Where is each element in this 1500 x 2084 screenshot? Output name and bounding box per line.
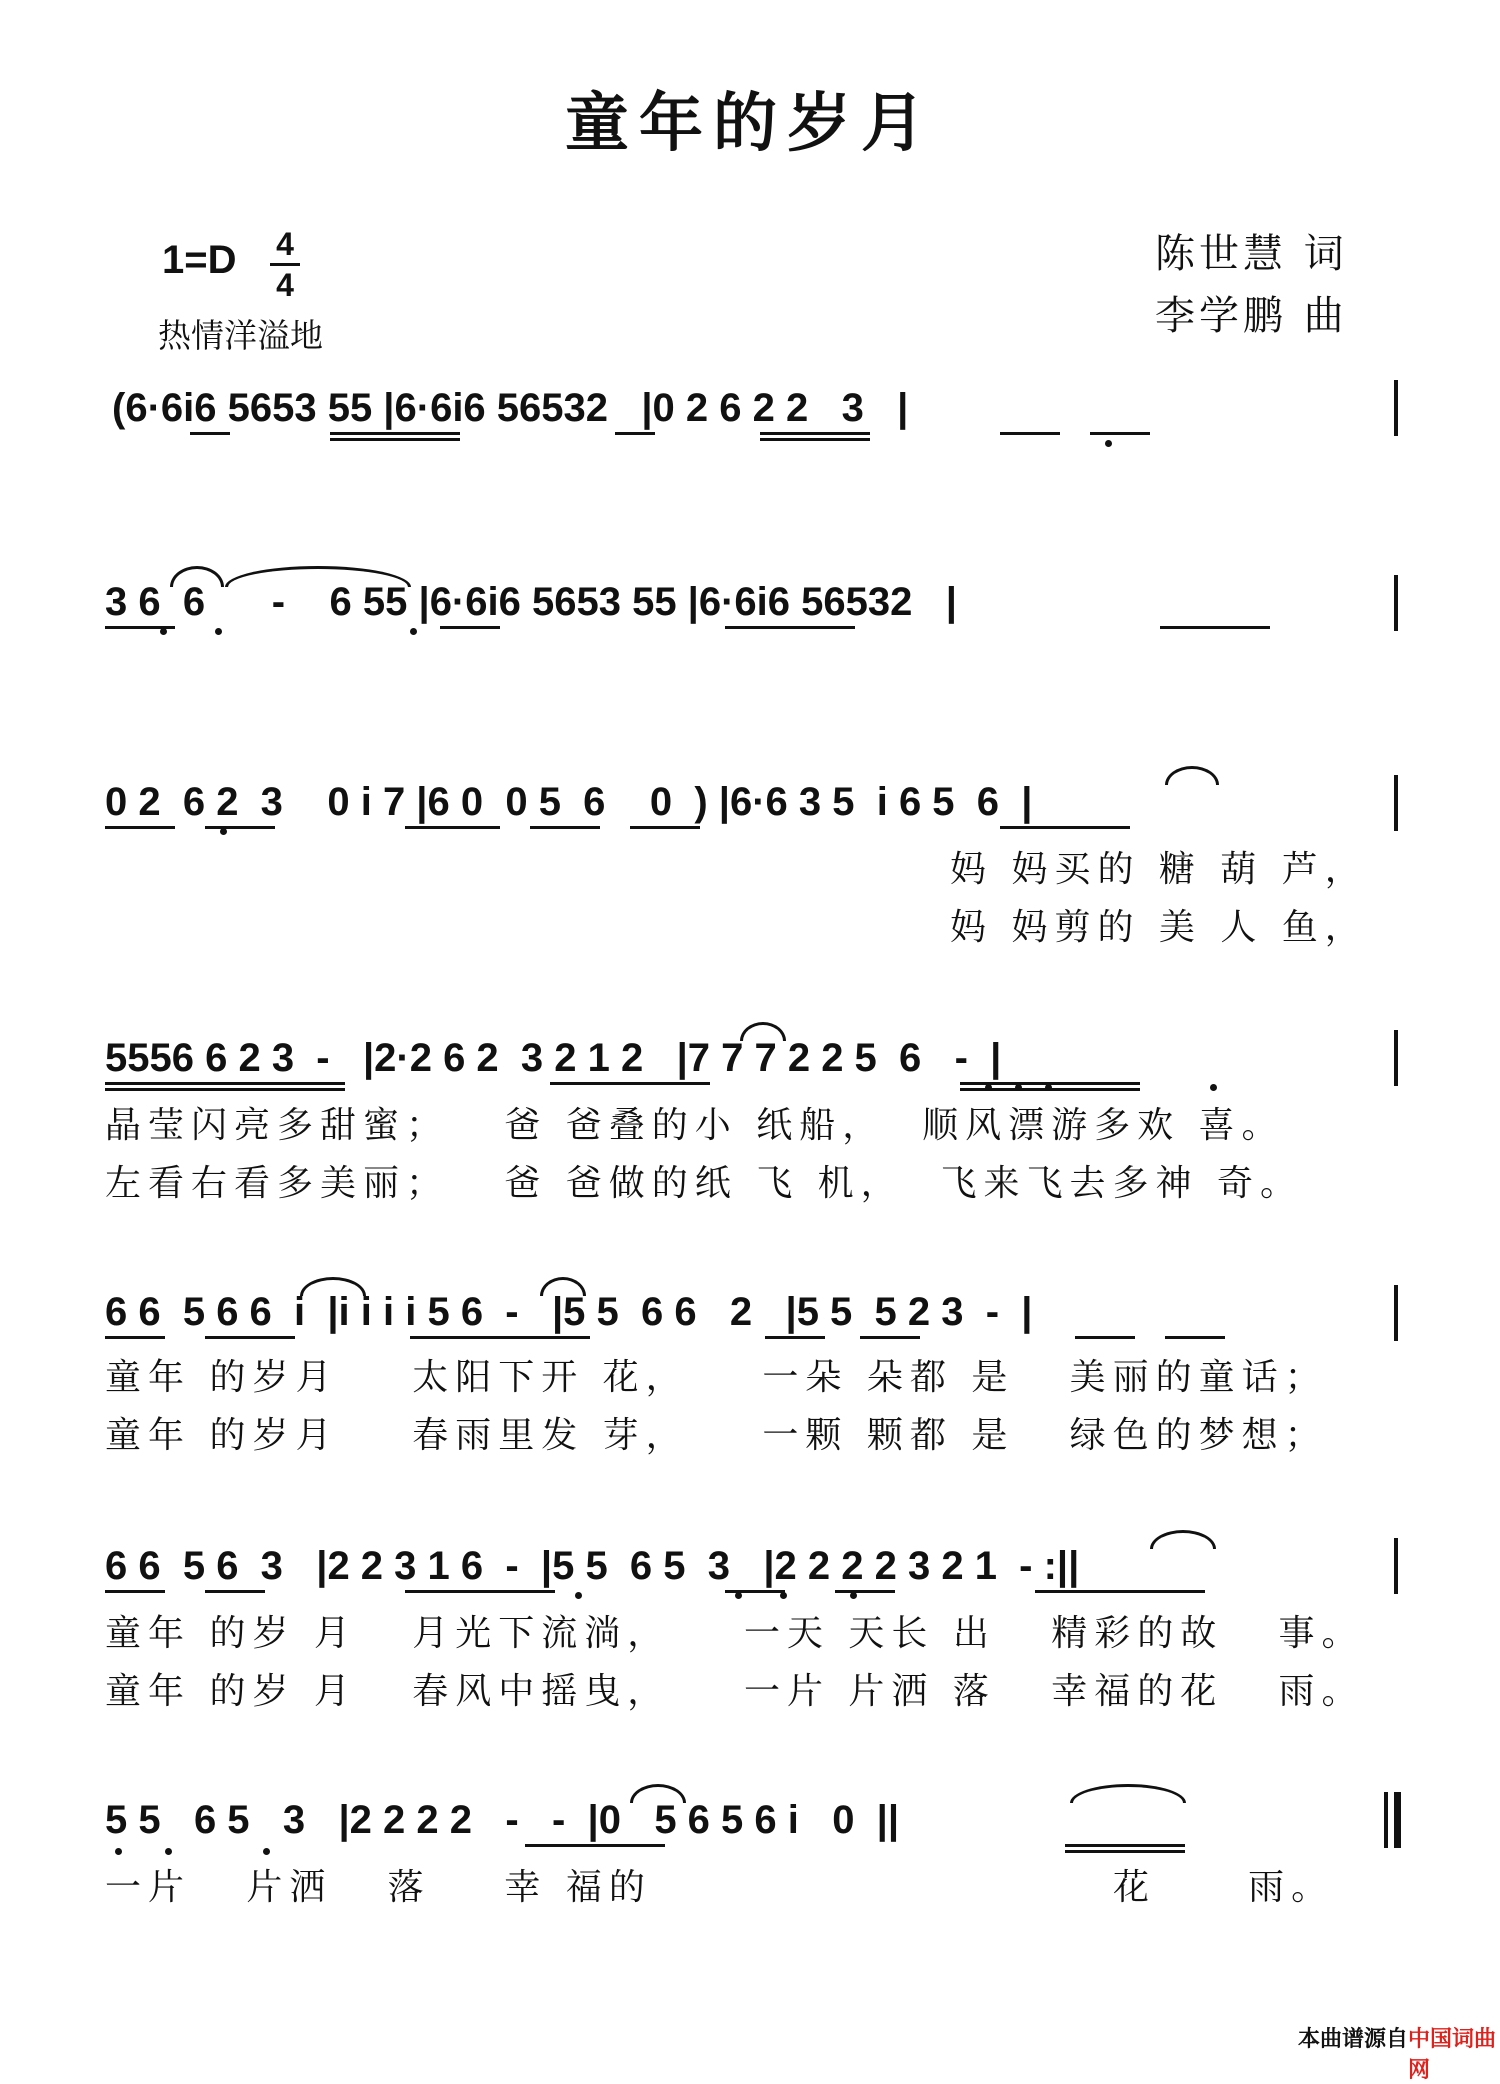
system-4-lyric-verse-2: 左看右看多美丽； 爸 爸做的纸 飞 机， 飞来飞去多神 奇。 xyxy=(105,1163,1303,1204)
song-title: 童年的岁月 xyxy=(565,86,935,161)
rhythm-underline xyxy=(1065,1850,1185,1853)
time-signature-top: 4 xyxy=(276,226,294,262)
rhythm-underline xyxy=(835,1590,895,1593)
rhythm-underline xyxy=(330,432,460,435)
rhythm-underline xyxy=(405,826,500,829)
rhythm-underline xyxy=(105,826,175,829)
rhythm-underline xyxy=(725,626,855,629)
rhythm-underline xyxy=(530,826,600,829)
tie-slur xyxy=(170,566,224,587)
rhythm-underline xyxy=(105,1082,345,1085)
tie-slur xyxy=(300,1277,366,1296)
system-4-lyric-verse-1: 晶莹闪亮多甜蜜； 爸 爸叠的小 纸船， 顺风漂游多欢 喜。 xyxy=(105,1105,1285,1146)
final-barline-thick xyxy=(1394,1792,1401,1848)
final-barline-thin xyxy=(1384,1792,1388,1848)
rhythm-underline xyxy=(1035,1590,1205,1593)
lower-octave-dot xyxy=(160,628,167,635)
end-barline xyxy=(1394,1538,1398,1594)
tie-slur xyxy=(740,1022,786,1041)
rhythm-underline xyxy=(205,826,275,829)
rhythm-underline xyxy=(1065,1844,1185,1847)
rhythm-underline xyxy=(1000,432,1060,435)
system-2-notes: 3 6 6 - 6 55 |6·6i6 5653 55 |6·6i6 56532 | xyxy=(105,580,957,624)
end-barline xyxy=(1394,380,1398,436)
rhythm-underline xyxy=(105,1088,345,1091)
end-barline xyxy=(1394,575,1398,631)
system-7-notes: 5 5 6 5 3 |2 2 2 2 - - |0 5 6 5 6 i 0 || xyxy=(105,1798,900,1842)
rhythm-underline xyxy=(760,438,870,441)
lower-octave-dot xyxy=(220,828,227,835)
lyricist-credit: 陈世慧 词 xyxy=(1155,231,1348,277)
rhythm-underline xyxy=(630,826,700,829)
lower-octave-dot xyxy=(263,1848,270,1855)
rhythm-underline xyxy=(1090,432,1150,435)
tie-slur xyxy=(1150,1530,1216,1549)
rhythm-underline xyxy=(550,1082,710,1085)
rhythm-underline xyxy=(410,1336,590,1339)
end-barline xyxy=(1394,775,1398,831)
tie-slur xyxy=(630,1784,686,1803)
system-5-lyric-verse-2: 童年 的岁月 春雨里发 芽， 一颗 颗都 是 绿色的梦想； xyxy=(105,1415,1328,1456)
tie-slur xyxy=(1165,766,1219,785)
end-barline xyxy=(1394,1285,1398,1341)
rhythm-underline xyxy=(205,1590,265,1593)
rhythm-underline xyxy=(190,432,230,435)
system-3-lyric-verse-1: 妈 妈买的 糖 葫 芦， xyxy=(950,849,1368,890)
tie-slur xyxy=(1070,1784,1186,1803)
lower-octave-dot xyxy=(735,1592,742,1599)
tempo-marking: 热情洋溢地 xyxy=(158,316,323,355)
rhythm-underline xyxy=(105,1590,165,1593)
lower-octave-dot xyxy=(1210,1084,1217,1091)
system-5-lyric-verse-1: 童年 的岁月 太阳下开 花， 一朵 朵都 是 美丽的童话； xyxy=(105,1357,1328,1398)
system-3-lyric-verse-2: 妈 妈剪的 美 人 鱼， xyxy=(950,907,1368,948)
rhythm-underline xyxy=(105,1336,165,1339)
rhythm-underline xyxy=(405,1590,555,1593)
system-7-lyric: 一片 片洒 落 幸 福的 花 雨。 xyxy=(105,1867,1335,1908)
system-3-notes: 0 2 6 2 3 0 i 7 |6 0 0 5 6 0 ) |6·6 3 5 i 6 5 6 | xyxy=(105,780,1033,824)
rhythm-underline xyxy=(1000,826,1130,829)
rhythm-underline xyxy=(725,1590,785,1593)
time-signature xyxy=(270,228,300,301)
system-6-lyric-verse-1: 童年 的岁 月 月光下流淌， 一天 天长 出 精彩的故 事。 xyxy=(105,1613,1365,1654)
rhythm-underline xyxy=(525,1844,665,1847)
footer-site-link[interactable]: 中国词曲网 xyxy=(1408,2027,1497,2083)
lower-octave-dot xyxy=(575,1592,582,1599)
lower-octave-dot xyxy=(115,1848,122,1855)
composer-credit: 李学鹏 曲 xyxy=(1155,293,1348,339)
rhythm-underline xyxy=(1075,1336,1135,1339)
rhythm-underline xyxy=(1160,626,1270,629)
tie-slur xyxy=(540,1277,586,1296)
rhythm-underline xyxy=(440,626,500,629)
footer-source: 本曲谱源自 xyxy=(1298,2027,1409,2052)
lower-octave-dot xyxy=(1045,1084,1052,1091)
rhythm-underline xyxy=(330,438,460,441)
rhythm-underline xyxy=(1165,1336,1225,1339)
rhythm-underline xyxy=(205,1336,295,1339)
lower-octave-dot xyxy=(215,628,222,635)
rhythm-underline xyxy=(615,432,655,435)
system-6-lyric-verse-2: 童年 的岁 月 春风中摇曳， 一片 片洒 落 幸福的花 雨。 xyxy=(105,1671,1365,1712)
lower-octave-dot xyxy=(1015,1084,1022,1091)
system-1-notes: (6·6i6 5653 55 |6·6i6 56532 |0 2 6 2 2 3 | xyxy=(112,386,909,430)
lower-octave-dot xyxy=(410,628,417,635)
system-6-notes: 6 6 5 6 3 |2 2 3 1 6 - |5 5 6 5 3 |2 2 2 2 3 2 1 - :|| xyxy=(105,1544,1080,1588)
lower-octave-dot xyxy=(850,1592,857,1599)
rhythm-underline xyxy=(765,1336,825,1339)
lower-octave-dot xyxy=(780,1592,787,1599)
system-5-notes: 6 6 5 6 6 i |i i i i 5 6 - |5 5 6 6 2 |5 5 5 2 3 - | xyxy=(105,1290,1033,1334)
time-signature-line xyxy=(270,263,300,266)
lower-octave-dot xyxy=(1105,440,1112,447)
time-signature-bottom: 4 xyxy=(276,267,294,303)
lower-octave-dot xyxy=(985,1084,992,1091)
lower-octave-dot xyxy=(165,1848,172,1855)
rhythm-underline xyxy=(760,432,870,435)
key-signature: 1=D xyxy=(162,238,237,282)
end-barline xyxy=(1394,1030,1398,1086)
system-4-notes: 5556 6 2 3 - |2·2 6 2 3 2 1 2 |7 7 7 2 2 5 6 - | xyxy=(105,1036,1002,1080)
rhythm-underline xyxy=(860,1336,920,1339)
tie-slur xyxy=(225,566,411,587)
